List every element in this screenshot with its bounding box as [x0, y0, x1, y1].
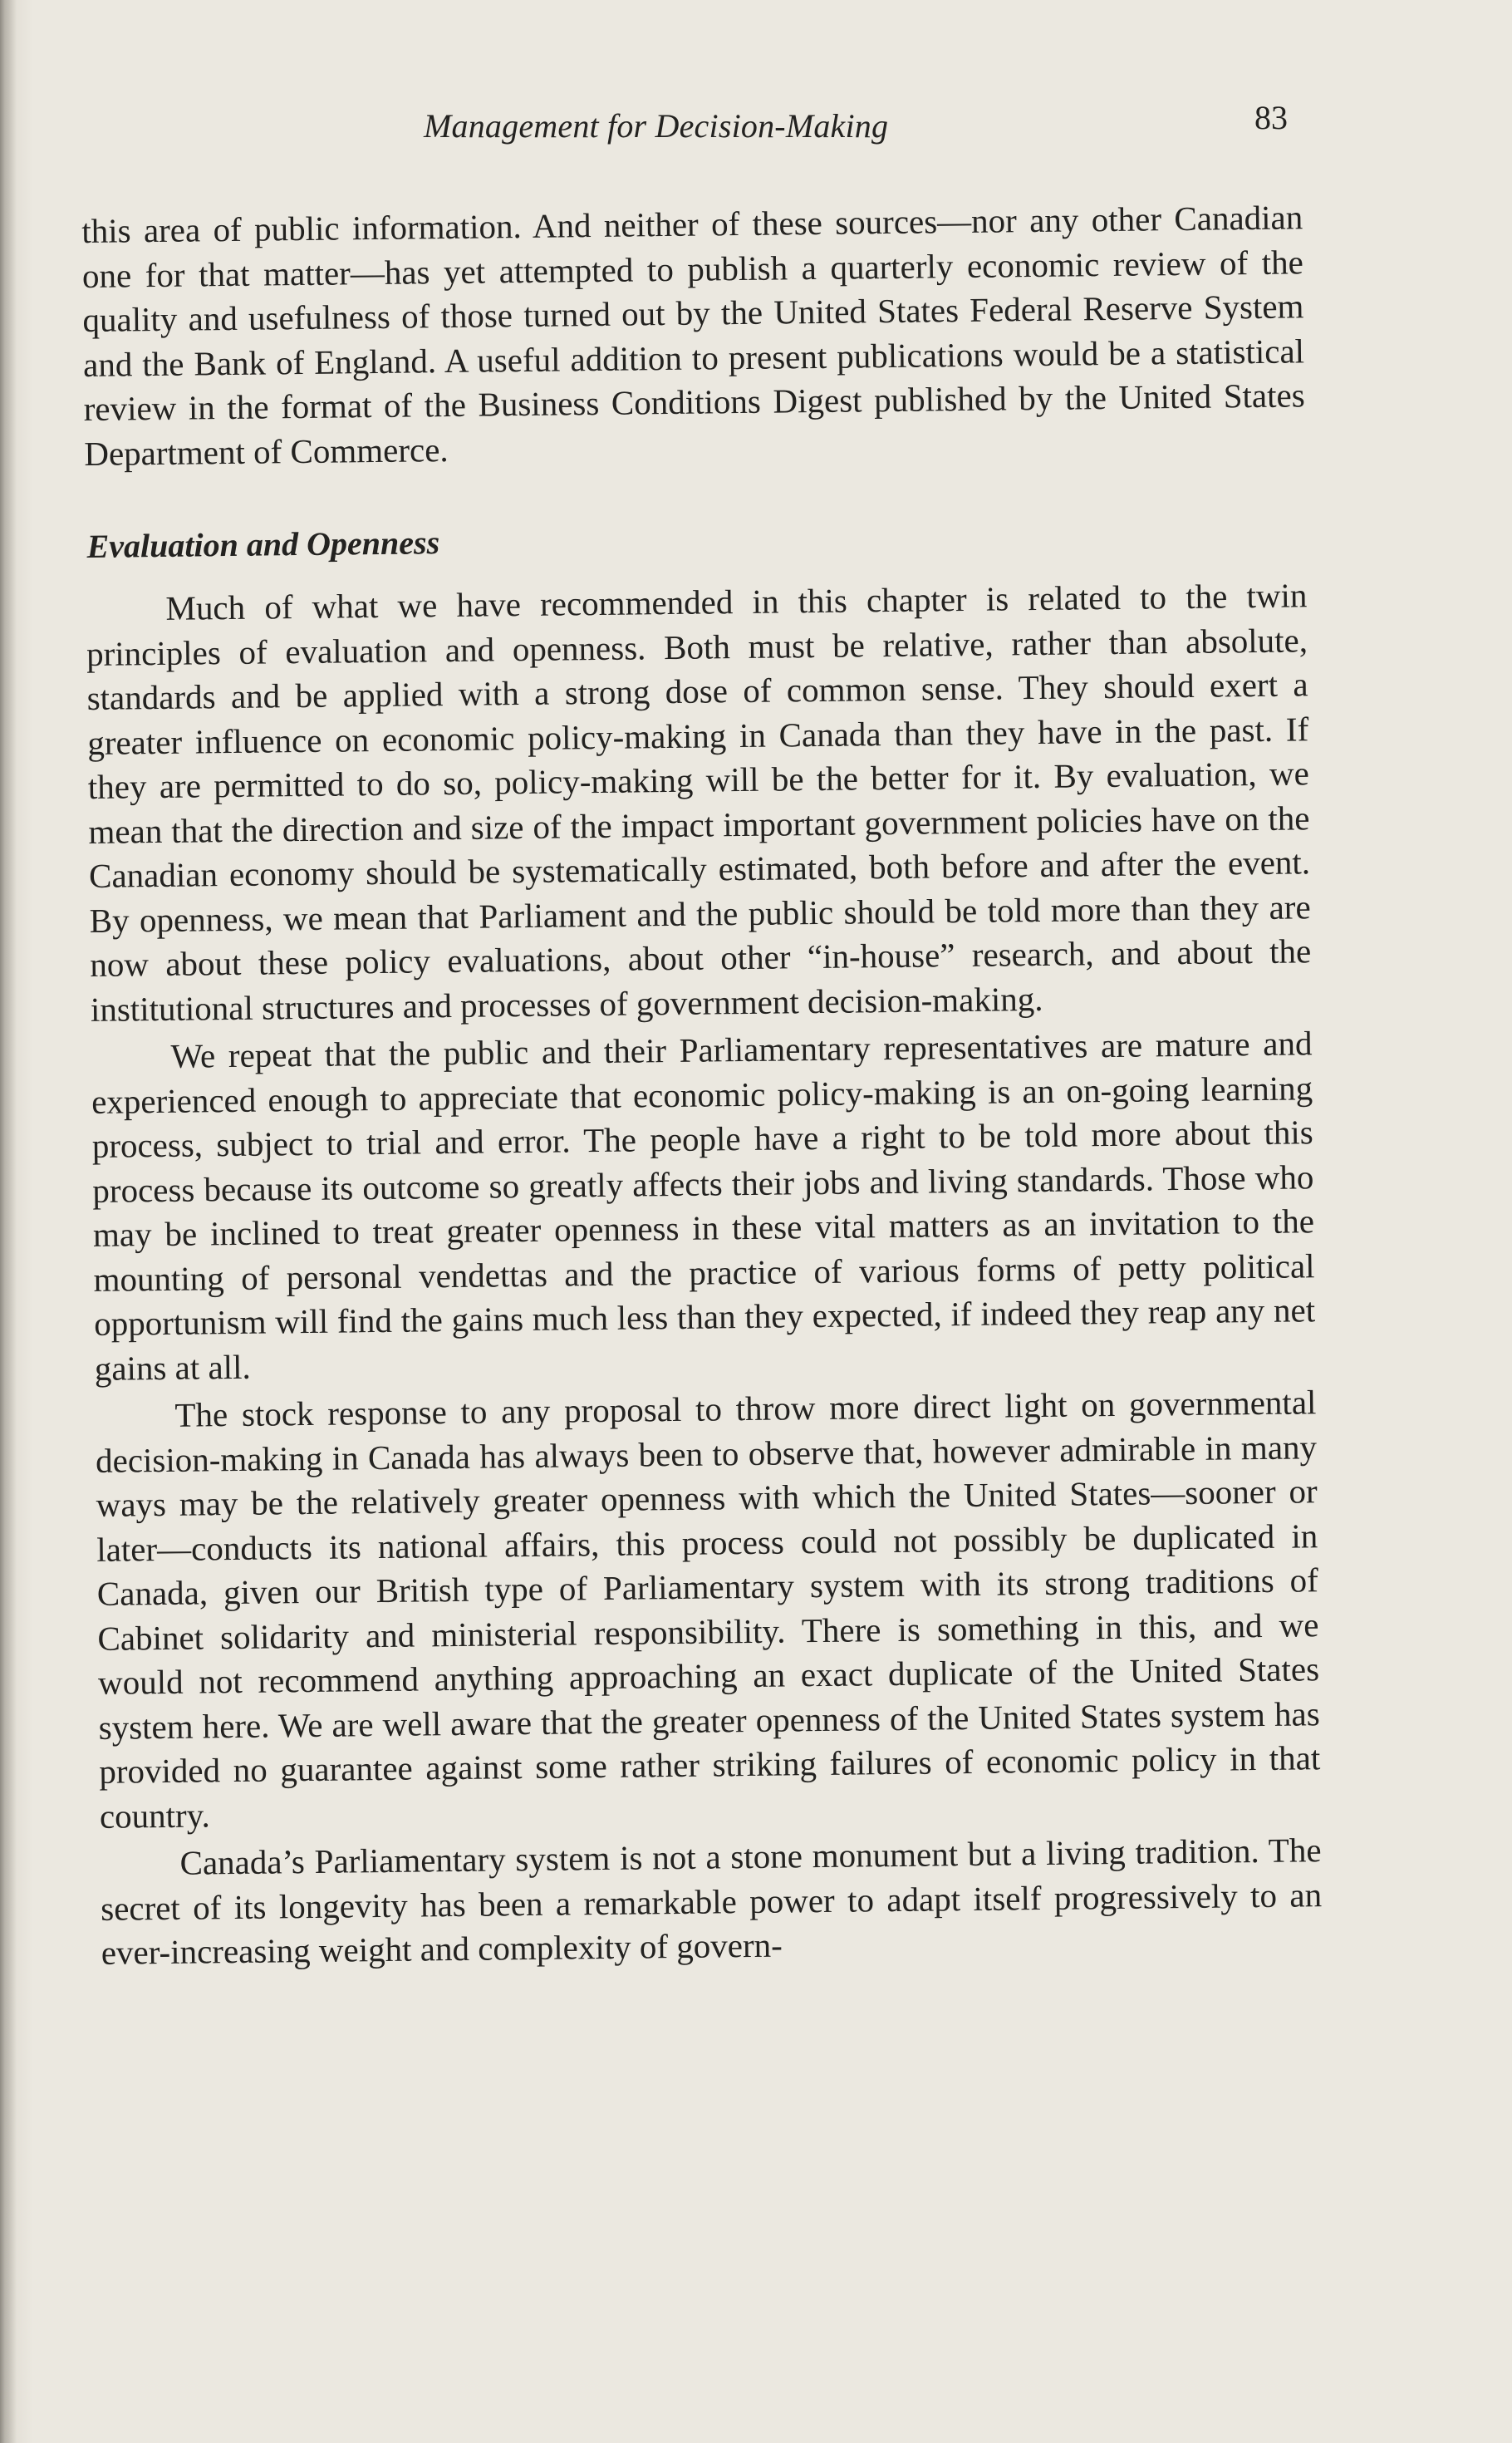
running-title: Management for Decision-Making: [424, 107, 889, 145]
paragraph-2: Much of what we have recommended in this chapter is related to the twin principles of evaluation and openness. Both must be relative, rather than absolute, standards and be applied with a strong dose of common sense. They should exert a greater influence on economic policy-making in Canada than they have in the past. If they are permitted to do so, policy-making will be the better for it. By evaluation, we mean that the direction and size of the impact important government policies have on the Canadian economy should be systematically estimated, both before and after the event. By openness, we mean that Parliament and the public should be told more than they are now about these policy evaluations, about other “in-house” research, and about the institutional structures and processes of government decision-making.: [86, 576, 1312, 1029]
paragraph-1: this area of public information. And neither of these sources—nor any other Canadian one for that matter—has yet attempted to publish a quarterly economic review of the quality and usefulness of those turned out by the United States Federal Reserve System and the Bank of England. A useful addition to present publications would be a statistical review in the format of the Business Conditions Digest published by the United States Department of Commerce.: [81, 198, 1305, 473]
running-head: [0, 98, 1512, 156]
paragraph-5: Canada’s Parliamentary system is not a stone monument but a living tradition. The secret of its longevity has been a remarkable power to adapt itself progressively to an ever-increasing weight and complexity of govern-: [100, 1831, 1323, 1972]
section-heading: Evaluation and Openness: [86, 524, 440, 565]
paragraph-4: The stock response to any proposal to throw more direct light on governmental decision-making in Canada has always been to observe that, however admirable in many ways may be the relatively greater openness with which the United States—sooner or later—conducts its national affairs, this process could not possibly be duplicated in Canada, given our British type of Parliamentary system with its strong traditions of Cabinet solidarity and ministerial responsibility. There is something in this, and we would not recommend anything approaching an exact duplicate of the United States system here. We are well aware that the greater openness of the United States system has provided no guarantee against some rather striking failures of economic policy in that country.: [95, 1383, 1321, 1836]
paragraph-3: We repeat that the public and their Parliamentary representatives are mature and experienced enough to appreciate that economic policy-making is an on-going learning process, subject to trial and error. The people have a right to be told more about this process because its outcome so greatly affects their jobs and living standards. Those who may be inclined to treat greater openness in these vital matters as an invitation to the mounting of personal vendettas and the practice of various forms of petty political opportunism will find the gains much less than they expected, if indeed they reap any net gains at all.: [91, 1024, 1316, 1388]
page-body: [81, 195, 1323, 1975]
spine-shadow: [0, 0, 17, 2443]
page-number: 83: [1254, 99, 1288, 136]
